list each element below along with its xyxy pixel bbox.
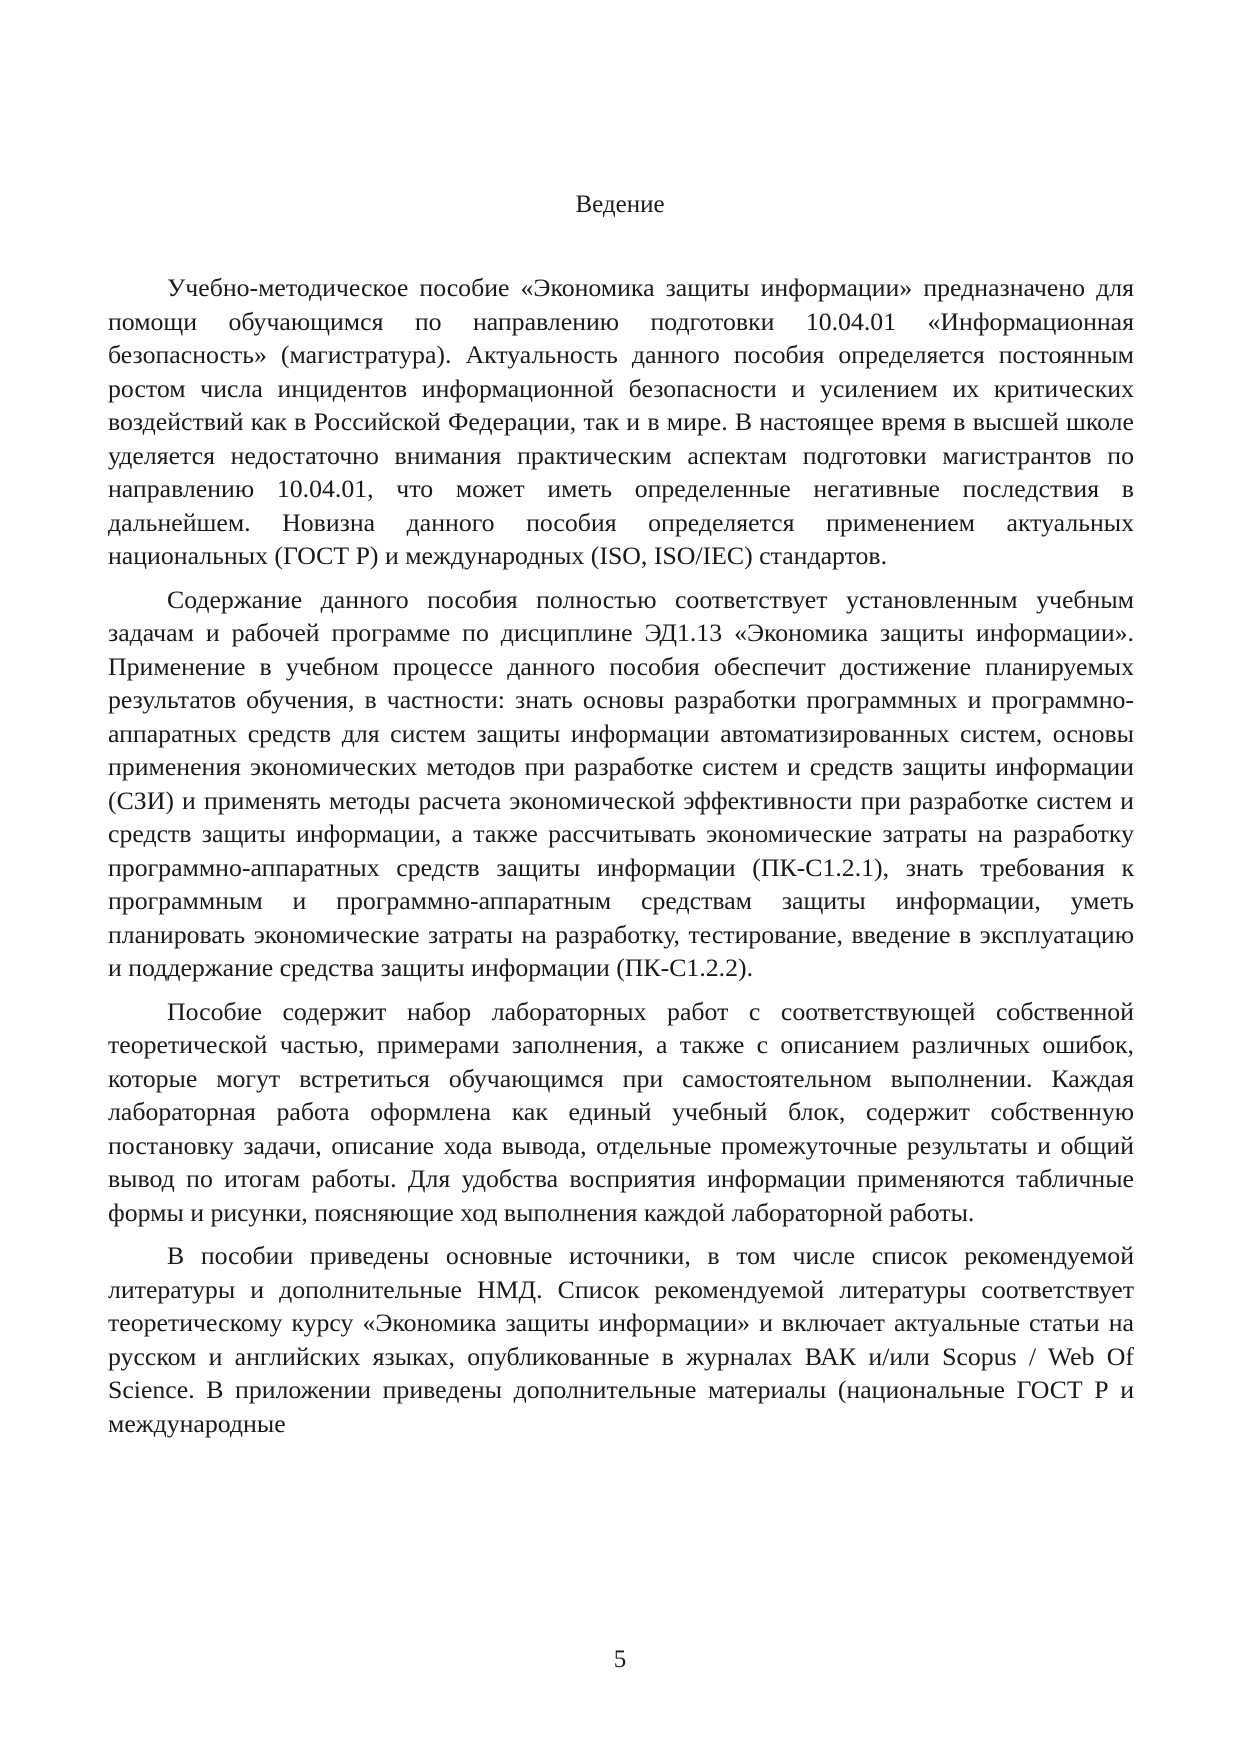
paragraph-introduction: Учебно-методическое пособие «Экономика защиты информации» предназначено для помощи обучающимся по направлению подготовки 10.04.01 «Информационная безопасность» (магистратура). Актуальность данного пособия определяется постоянным ростом числа инцидентов информационной безопасности и усилением их критических воздействий как в Российской Федерации, так и в мире. В настоящее время в высшей школе уделяется недостаточно внимания практическим аспектам подготовки магистрантов по направлению 10.04.01, что может иметь определенные негативные последствия в дальнейшем. Новизна данного пособия определяется применением актуальных национальных (ГОСТ Р) и международных (ISO, ISO/IEC) стандартов. xyxy=(108,273,1134,570)
paragraph-lab-works: Пособие содержит набор лабораторных работ с соответствующей собственной теоретической частью, примерами заполнения, а также с описанием различных ошибок, которые могут встретиться обучающимся при самостоятельном выполнении. Каждая лабораторная работа оформлена как единый учебный блок, содержит собственную постановку задачи, описание хода вывода, отдельные промежуточные результаты и общий вывод по итогам работы. Для удобства восприятия информации применяются табличные формы и рисунки, поясняющие ход выполнения каждой лабораторной работы. xyxy=(108,996,1134,1227)
section-heading: Ведение xyxy=(575,191,665,218)
page-number: 5 xyxy=(613,1646,627,1673)
body-text xyxy=(108,271,1134,1450)
paragraph-sources: В пособии приведены основные источники, в том числе список рекомендуемой литературы и дополнительные НМД. Список рекомендуемой литературы соответствует теоретическому курсу «Экономика защиты информации» и включает актуальные статьи на русском и английских языках, опубликованные в журналах ВАК и/или Scopus / Web Of Science. В приложении приведены дополнительные материалы (национальные ГОСТ Р и международные xyxy=(108,1241,1134,1438)
paragraph-content: Содержание данного пособия полностью соответствует установленным учебным задачам и рабочей программе по дисциплине ЭД1.13 «Экономика защиты информации». Применение в учебном процессе данного пособия обеспечит достижение планируемых результатов обучения, в частности: знать основы разработки программных и программно-аппаратных средств для систем защиты информации автоматизированных систем, основы применения экономических методов при разработке систем и средств защиты информации (СЗИ) и применять методы расчета экономической эффективности при разработке систем и средств защиты информации, а также рассчитывать экономические затраты на разработку программно-аппаратных средств защиты информации (ПК-С1.2.1), знать требования к программным и программно-аппаратным средствам защиты информации, уметь планировать экономические затраты на разработку, тестирование, введение в эксплуатацию и поддержание средства защиты информации (ПК-С1.2.2). xyxy=(108,584,1134,982)
